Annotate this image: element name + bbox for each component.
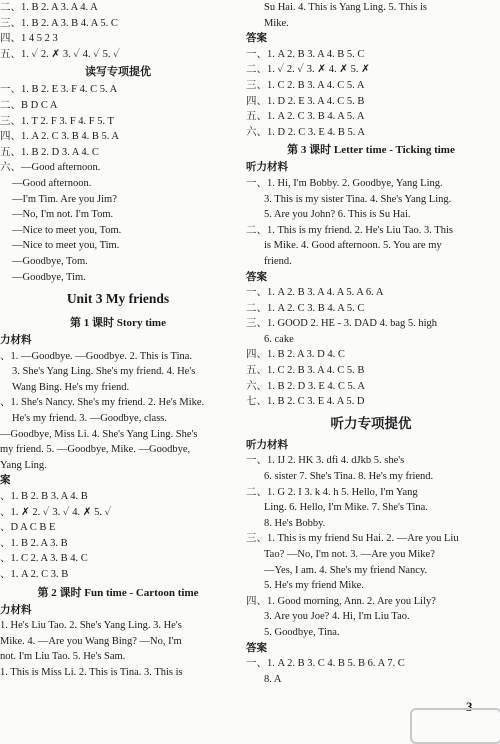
right-line: 二、1. A 2. C 3. B 4. A 5. C (246, 302, 365, 314)
right-line: 二、1. G 2. I 3. k 4. h 5. Hello, I'm Yang (246, 486, 418, 498)
left-line: 、1. She's Nancy. She's my friend. 2. He's Mike. (0, 397, 205, 409)
left-line: 、1. B 2. B 3. A 4. B (0, 491, 88, 503)
left-line: 力材料 (0, 604, 32, 616)
right-line: 听力专项提优 (330, 415, 412, 431)
left-line: 读写专项提优 (85, 66, 151, 79)
right-line: 二、1. This is my friend. 2. He's Liu Tao. 3. This (246, 224, 453, 236)
right-line: 6. cake (264, 333, 294, 345)
right-line: 5. Goodbye, Tina. (264, 626, 340, 638)
page-number: 3 (466, 699, 473, 714)
left-line: 一、1. B 2. E 3. F 4. C 5. A (0, 84, 118, 96)
left-line: 五、1. B 2. D 3. A 4. C (0, 146, 99, 158)
left-line: He's my friend. 3. —Goodbye, class. (12, 413, 167, 425)
left-line: —No, I'm not. I'm Tom. (12, 209, 114, 221)
right-line: 三、1. This is my friend Su Hai. 2. —Are you Liu (246, 533, 459, 545)
right-line: Ling. 6. Hello, I'm Mike. 7. She's Tina. (264, 502, 428, 514)
left-line: Unit 3 My friends (66, 291, 170, 307)
right-line: 三、1. C 2. B 3. A 4. C 5. A (246, 79, 365, 91)
right-line: 六、1. B 2. D 3. E 4. C 5. A (246, 380, 366, 392)
left-line: 二、B D C A (0, 99, 58, 111)
left-line: 三、1. B 2. A 3. B 4. A 5. C (0, 17, 118, 29)
right-line: 第 3 课时 Letter time - Ticking time (287, 144, 455, 157)
left-line: 3. She's Yang Ling. She's my friend. 4. He's (12, 366, 196, 378)
left-line: 二、1. B 2. A 3. A 4. A (0, 2, 98, 13)
right-line: 3. Are you Joe? 4. Hi, I'm Liu Tao. (264, 611, 410, 623)
left-line: Mike. 4. —Are you Wang Bing? —No, I'm (0, 635, 182, 647)
watermark-logo (410, 708, 500, 744)
left-line: —Goodbye, Miss Li. 4. She's Yang Ling. She's (0, 428, 198, 440)
left-line: 四、1 4 5 2 3 (0, 33, 58, 45)
left-line: —I'm Tim. Are you Jim? (12, 193, 117, 205)
right-line: 五、1. A 2. C 3. B 4. A 5. A (246, 111, 365, 123)
left-line: Yang Ling. (0, 459, 47, 471)
right-line: 一、1. A 2. B 3. A 4. B 5. C (246, 48, 365, 60)
left-line: 、1. B 2. A 3. B (0, 537, 68, 549)
left-line: 、D A C B E (0, 522, 56, 534)
right-line: 四、1. B 2. A 3. D 4. C (246, 349, 345, 361)
left-line: 六、—Good afternoon. (0, 162, 101, 174)
right-line: 一、1. IJ 2. HK 3. dfi 4. dJkb 5. she's (246, 455, 405, 467)
right-line: 听力材料 (246, 162, 288, 174)
right-line: 一、1. A 2. B 3. C 4. B 5. B 6. A 7. C (246, 658, 405, 670)
right-line: 8. He's Bobby. (264, 517, 326, 529)
right-line: 三、1. GOOD 2. HE - 3. DAD 4. bag 5. high (246, 318, 438, 330)
left-line: 1. He's Liu Tao. 2. She's Yang Ling. 3. He's (0, 620, 182, 632)
left-line: 第 1 课时 Story time (70, 317, 166, 330)
left-line: 力材料 (0, 335, 32, 347)
left-line: 1. This is Miss Li. 2. This is Tina. 3. This is (0, 666, 183, 678)
left-line: —Nice to meet you, Tim. (12, 240, 120, 252)
right-line: 答案 (246, 642, 267, 654)
right-line: 听力材料 (246, 439, 288, 451)
right-line: 3. This is my sister Tina. 4. She's Yang Ling. (264, 193, 452, 205)
right-line: 答案 (246, 271, 267, 283)
left-line: —Good afternoon. (12, 177, 92, 189)
left-line: not. I'm Liu Tao. 5. He's Sam. (0, 651, 126, 663)
right-line: is Mike. 4. Good afternoon. 5. You are my (264, 240, 442, 252)
left-line: 五、1. ✓ 2. ✗ 3. ✓ 4. ✓ 5. ✓ (0, 48, 120, 60)
right-line: Mike. (264, 17, 289, 29)
left-line: —Goodbye, Tim. (12, 271, 86, 283)
right-line: 一、1. A 2. B 3. A 4. A 5. A 6. A (246, 287, 384, 299)
right-line: Tao? —No, I'm not. 3. —Are you Mike? (264, 549, 435, 560)
right-line: friend. (264, 255, 292, 267)
left-line: 第 2 课时 Fun time - Cartoon time (37, 586, 199, 599)
left-line: 、1. ✗ 2. ✓ 3. ✓ 4. ✗ 5. ✓ (0, 506, 112, 518)
right-line: 8. A (264, 673, 282, 685)
right-line: 二、1. ✓ 2. ✓ 3. ✗ 4. ✗ 5. ✗ (246, 64, 370, 76)
left-line: 案 (0, 475, 11, 487)
left-line: 三、1. T 2. F 3. F 4. F 5. T (0, 115, 114, 127)
right-line: —Yes, I am. 4. She's my friend Nancy. (264, 564, 428, 576)
left-column (0, 0, 236, 741)
right-line: 七、1. B 2. C 3. E 4. A 5. D (246, 396, 365, 408)
left-line: Wang Bing. He's my friend. (12, 381, 130, 393)
left-line: 、1. A 2. C 3. B (0, 569, 69, 580)
left-line: —Goodbye, Tom. (12, 255, 88, 267)
right-line: 一、1. Hi, I'm Bobby. 2. Goodbye, Yang Ling. (246, 177, 443, 189)
right-column (246, 0, 496, 741)
right-line: 答案 (246, 33, 267, 45)
right-line: Su Hai. 4. This is Yang Ling. 5. This is (264, 2, 427, 13)
left-line: 四、1. A 2. C 3. B 4. B 5. A (0, 131, 120, 143)
right-line: 5. Are you John? 6. This is Su Hai. (264, 209, 411, 221)
left-line: my friend. 5. —Goodbye, Mike. —Goodbye, (0, 444, 191, 456)
right-line: 五、1. C 2. B 3. A 4. C 5. B (246, 365, 365, 377)
right-line: 六、1. D 2. C 3. E 4. B 5. A (246, 126, 366, 138)
right-line: 6. sister 7. She's Tina. 8. He's my friend. (264, 471, 434, 483)
left-line: —Nice to meet you, Tom. (12, 224, 122, 236)
left-line: 、1. C 2. A 3. B 4. C (0, 553, 88, 565)
left-line: 、1. —Goodbye. —Goodbye. 2. This is Tina. (0, 350, 193, 362)
right-line: 5. He's my friend Mike. (264, 580, 364, 592)
right-line: 四、1. D 2. E 3. A 4. C 5. B (246, 95, 365, 107)
right-line: 四、1. Good morning, Ann. 2. Are you Lily? (246, 595, 436, 607)
